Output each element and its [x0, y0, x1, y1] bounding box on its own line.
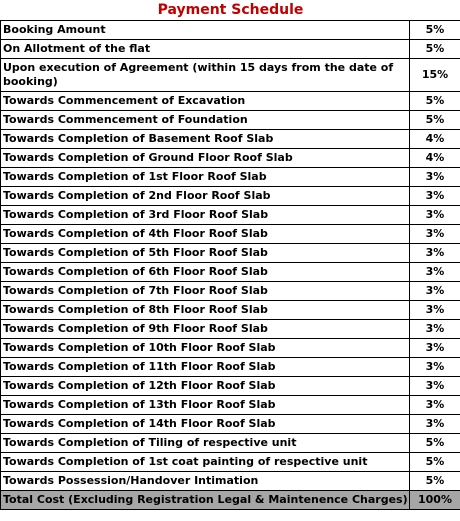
percent-cell: 3%	[410, 244, 460, 263]
table-row	[1, 244, 460, 263]
stage-cell: Towards Completion of Tiling of respective unit	[1, 434, 410, 453]
table-row	[1, 339, 460, 358]
title-row	[1, 0, 460, 21]
table-row	[1, 358, 460, 377]
stage-cell: Towards Completion of 6th Floor Roof Slab	[1, 263, 410, 282]
table-row	[1, 472, 460, 491]
stage-cell: Towards Completion of 2nd Floor Roof Slab	[1, 187, 410, 206]
percent-cell: 3%	[410, 282, 460, 301]
table-row	[1, 206, 460, 225]
percent-cell: 15%	[410, 59, 460, 92]
table-row	[1, 453, 460, 472]
percent-cell: 3%	[410, 396, 460, 415]
stage-cell: Towards Completion of Basement Roof Slab	[1, 130, 410, 149]
table-title: Payment Schedule	[1, 0, 460, 21]
table-row	[1, 59, 460, 92]
percent-cell: 5%	[410, 92, 460, 111]
percent-cell: 3%	[410, 415, 460, 434]
table-row	[1, 320, 460, 339]
percent-cell: 3%	[410, 301, 460, 320]
percent-cell: 5%	[410, 453, 460, 472]
percent-cell: 5%	[410, 434, 460, 453]
stage-cell: Towards Completion of 3rd Floor Roof Slab	[1, 206, 410, 225]
percent-cell: 3%	[410, 263, 460, 282]
table-row	[1, 377, 460, 396]
percent-cell: 4%	[410, 149, 460, 168]
total-percent: 100%	[410, 491, 460, 510]
stage-cell: Towards Completion of Ground Floor Roof Slab	[1, 149, 410, 168]
total-row	[1, 491, 460, 510]
stage-cell: Towards Completion of 10th Floor Roof Slab	[1, 339, 410, 358]
stage-cell: Towards Completion of 13th Floor Roof Slab	[1, 396, 410, 415]
stage-cell: Towards Completion of 11th Floor Roof Slab	[1, 358, 410, 377]
stage-cell: Towards Completion of 1st Floor Roof Slab	[1, 168, 410, 187]
percent-cell: 5%	[410, 40, 460, 59]
table-row	[1, 168, 460, 187]
stage-cell: Towards Completion of 5th Floor Roof Slab	[1, 244, 410, 263]
percent-cell: 5%	[410, 472, 460, 491]
percent-cell: 3%	[410, 225, 460, 244]
stage-cell: Towards Possession/Handover Intimation	[1, 472, 410, 491]
table-row	[1, 415, 460, 434]
table-row	[1, 434, 460, 453]
table-row	[1, 301, 460, 320]
table-row	[1, 111, 460, 130]
stage-cell: Towards Commencement of Excavation	[1, 92, 410, 111]
table-row	[1, 21, 460, 40]
percent-cell: 3%	[410, 358, 460, 377]
table-row	[1, 396, 460, 415]
percent-cell: 3%	[410, 320, 460, 339]
table-row	[1, 187, 460, 206]
percent-cell: 3%	[410, 206, 460, 225]
percent-cell: 5%	[410, 111, 460, 130]
stage-cell: Towards Completion of 14th Floor Roof Slab	[1, 415, 410, 434]
stage-cell: Towards Completion of 9th Floor Roof Slab	[1, 320, 410, 339]
table-row	[1, 225, 460, 244]
percent-cell: 5%	[410, 21, 460, 40]
percent-cell: 3%	[410, 187, 460, 206]
percent-cell: 4%	[410, 130, 460, 149]
table-row	[1, 263, 460, 282]
percent-cell: 3%	[410, 339, 460, 358]
total-label: Total Cost (Excluding Registration Legal & Maintenence Charges)	[1, 491, 410, 510]
table-row	[1, 130, 460, 149]
table-row	[1, 92, 460, 111]
stage-cell: Towards Completion of 8th Floor Roof Slab	[1, 301, 410, 320]
stage-cell: Booking Amount	[1, 21, 410, 40]
stage-cell: Towards Completion of 7th Floor Roof Slab	[1, 282, 410, 301]
stage-cell: Towards Completion of 12th Floor Roof Slab	[1, 377, 410, 396]
table-row	[1, 40, 460, 59]
percent-cell: 3%	[410, 377, 460, 396]
stage-cell: Towards Completion of 1st coat painting of respective unit	[1, 453, 410, 472]
stage-cell: Towards Completion of 4th Floor Roof Slab	[1, 225, 410, 244]
table-row	[1, 149, 460, 168]
percent-cell: 3%	[410, 168, 460, 187]
stage-cell: Upon execution of Agreement (within 15 days from the date of booking)	[1, 59, 410, 92]
table-body	[1, 0, 460, 510]
stage-cell: On Allotment of the flat	[1, 40, 410, 59]
stage-cell: Towards Commencement of Foundation	[1, 111, 410, 130]
table-row	[1, 282, 460, 301]
